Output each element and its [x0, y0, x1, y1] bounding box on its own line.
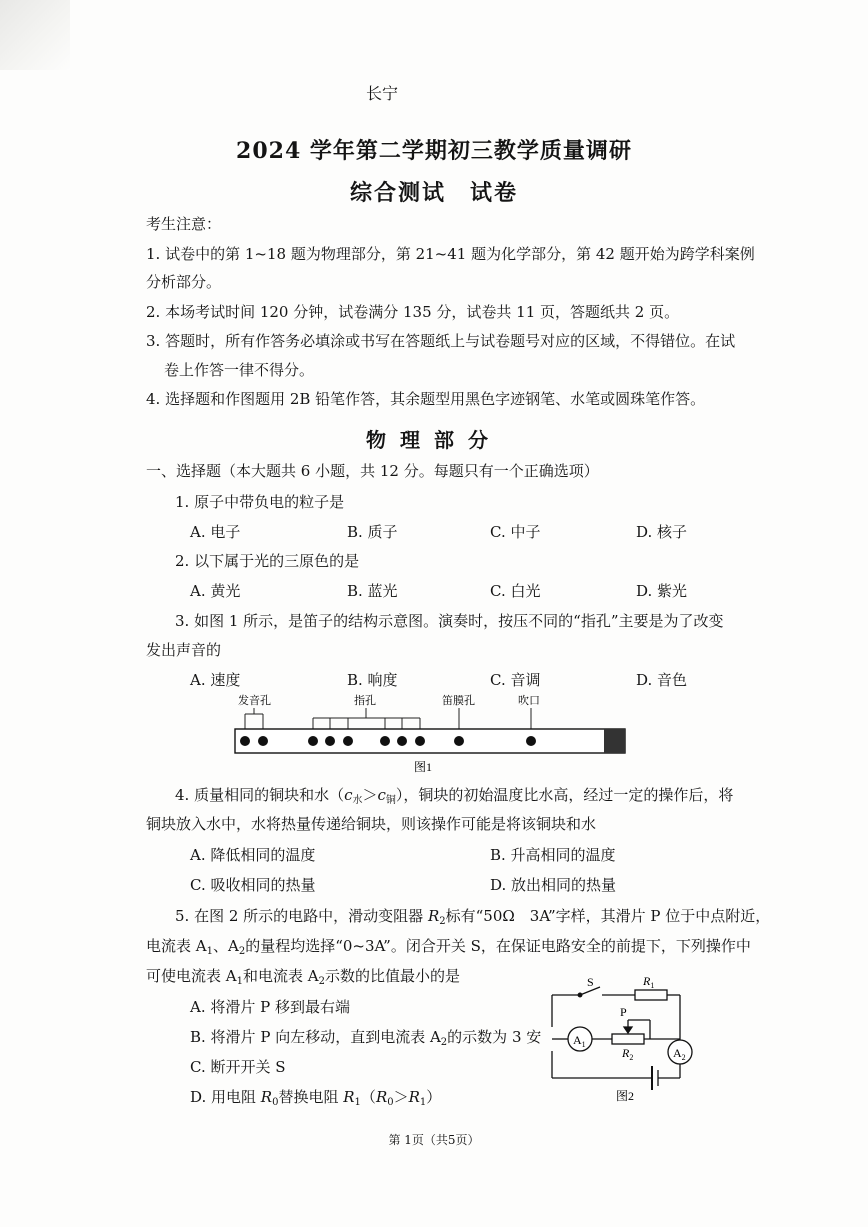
- r1-label: $R_1$: [643, 974, 655, 990]
- membrane-hole-label: 笛膜孔: [442, 694, 475, 707]
- sound-hole-1: [240, 736, 250, 746]
- notice-item-3: 3. 答题时，所有作答务必填涂或书写在答题纸上与试卷题号对应的区域，不得错位。在试: [146, 332, 736, 350]
- q4-option-b: B. 升高相同的温度: [490, 846, 616, 864]
- q1-option-c: C. 中子: [490, 523, 541, 541]
- fig2-caption: 图2: [616, 1089, 635, 1103]
- q2-option-a: A. 黄光: [190, 582, 241, 600]
- mouth-hole-label: 吹口: [518, 694, 540, 707]
- sound-hole-label: 发音孔: [238, 694, 271, 707]
- notice-item-4: 4. 选择题和作图题用 2B 铅笔作答，其余题型用黑色字迹钢笔、水笔或圆珠笔作答。: [146, 390, 706, 408]
- finger-hole-2: [325, 736, 335, 746]
- exam-subtitle: 综合测试 试卷: [349, 180, 518, 206]
- notice-heading: 考生注意：: [146, 215, 222, 233]
- scan-shadow: [0, 0, 70, 70]
- q5-option-b: B. 将滑片 P 向左移动，直到电流表 $A_2$的示数为 3 安: [190, 1028, 542, 1048]
- q5-stem-line3: 可使电流表 $A_1$和电流表 $A_2$示数的比值最小的是: [146, 967, 460, 987]
- q2-stem: 2. 以下属于光的三原色的是: [175, 552, 360, 570]
- r2-label: $R_2$: [622, 1046, 634, 1062]
- q1-option-b: B. 质子: [347, 523, 398, 541]
- notice-item-2: 2. 本场考试时间 120 分钟，试卷满分 135 分，试卷共 11 页，答题纸共 2 页。: [146, 303, 680, 321]
- page-footer: 第 1页（共5页）: [388, 1133, 480, 1147]
- section-title: 物理部分: [366, 428, 502, 452]
- q1-option-a: A. 电子: [190, 523, 241, 541]
- q3-option-a: A. 速度: [190, 671, 241, 689]
- q1-stem: 1. 原子中带负电的粒子是: [175, 493, 345, 511]
- notice-item-3-cont: 卷上作答一律不得分。: [164, 361, 315, 379]
- finger-hole-4: [380, 736, 390, 746]
- exam-title: 2024 学年第二学期初三教学质量调研: [236, 138, 632, 164]
- circuit-diagram: [540, 970, 700, 1105]
- finger-hole-6: [415, 736, 425, 746]
- fig1-caption: 图1: [414, 760, 433, 774]
- finger-hole-3: [343, 736, 353, 746]
- ammeter-a2-label: $A_2$: [673, 1046, 686, 1062]
- flute-diagram: [228, 690, 630, 775]
- finger-hole-label: 指孔: [354, 694, 376, 707]
- notice-item-1: 1. 试卷中的第 1~18 题为物理部分，第 21~41 题为化学部分，第 42 题开始为跨学科案例: [146, 245, 755, 263]
- q2-option-c: C. 白光: [490, 582, 541, 600]
- q1-option-d: D. 核子: [636, 523, 688, 541]
- sound-hole-2: [258, 736, 268, 746]
- q5-option-d: D. 用电阻 $R_0$替换电阻 $R_1(R_0>R_1)$: [190, 1088, 442, 1108]
- q5-stem-line2: 电流表 $A_1$、$A_2$的量程均选择“0~3A”。闭合开关 S，在保证电路安全的前提下，下列操作中: [146, 937, 751, 957]
- q3-option-d: D. 音色: [636, 671, 688, 689]
- rheostat-r2: [612, 1034, 644, 1044]
- q3-option-b: B. 响度: [347, 671, 398, 689]
- resistor-r1: [635, 990, 667, 1000]
- slider-label: P: [620, 1005, 627, 1019]
- q4-option-d: D. 放出相同的热量: [490, 876, 617, 894]
- q3-stem: 3. 如图 1 所示，是笛子的结构示意图。演奏时，按压不同的“指孔”主要是为了改变: [175, 612, 724, 630]
- part-heading: 一、选择题（本大题共 6 小题，共 12 分。每题只有一个正确选项）: [146, 462, 599, 480]
- q5-option-c: C. 断开开关 S: [190, 1058, 286, 1076]
- q5-option-a: A. 将滑片 P 移到最右端: [190, 998, 350, 1016]
- q2-option-d: D. 紫光: [636, 582, 688, 600]
- ammeter-a1-label: $A_1$: [573, 1033, 586, 1049]
- notice-item-1-cont: 分析部分。: [146, 273, 222, 291]
- q4-option-c: C. 吸收相同的热量: [190, 876, 316, 894]
- membrane-hole: [454, 736, 464, 746]
- finger-hole-1: [308, 736, 318, 746]
- mouth-hole: [526, 736, 536, 746]
- q4-option-a: A. 降低相同的温度: [190, 846, 316, 864]
- finger-hole-5: [397, 736, 407, 746]
- slider-p: [624, 1027, 632, 1033]
- q2-option-b: B. 蓝光: [347, 582, 398, 600]
- switch-label: S: [587, 975, 594, 989]
- district-label: 长宁: [366, 84, 399, 103]
- q4-stem-cont: 铜块放入水中，水将热量传递给铜块，则该操作可能是将该铜块和水: [146, 815, 597, 833]
- q3-stem-cont: 发出声音的: [146, 641, 222, 659]
- q5-stem: 5. 在图 2 所示的电路中，滑动变阻器 $R_2$标有“50Ω 3A”字样，其滑片 P 位于中点附近，: [175, 907, 771, 927]
- q3-option-c: C. 音调: [490, 671, 541, 689]
- q4-stem: 4. 质量相同的铜块和水$(c_水>c_铜)$，铜块的初始温度比水高，经过一定的操作后，将: [175, 786, 734, 806]
